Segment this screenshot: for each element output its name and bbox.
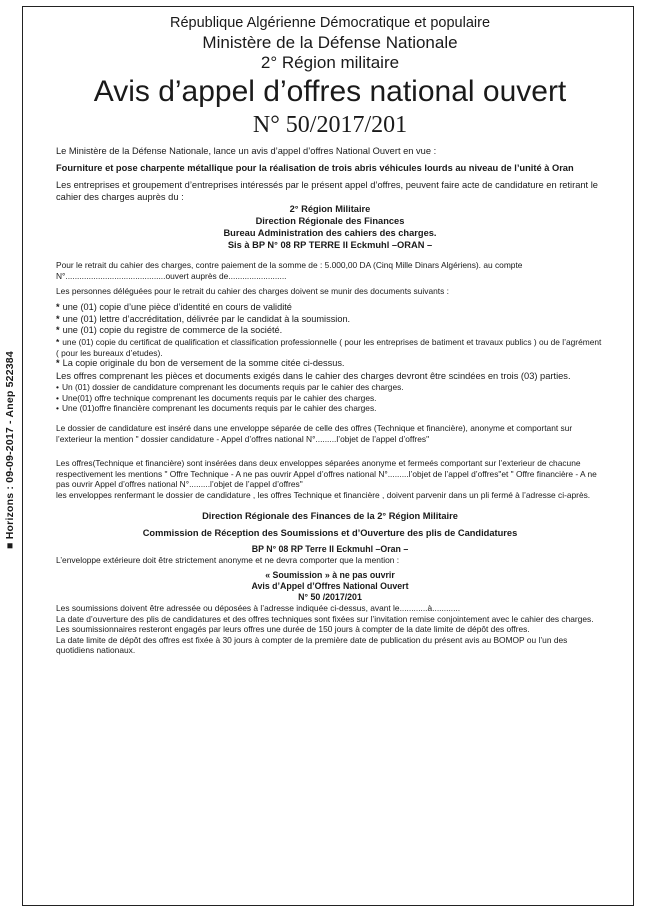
- list-item: • Un (01) dossier de candidature comprenant les documents requis par le cahier des charges.: [56, 382, 604, 393]
- address-line-2: Direction Régionale des Finances: [255, 216, 405, 226]
- intro-text: Le Ministère de la Défense Nationale, lance un avis d’appel d’offres National Ouvert en vue :: [56, 146, 437, 156]
- mention-line-2: Avis d’Appel d’Offres National Ouvert: [251, 581, 409, 592]
- candidature-envelope-text: Le dossier de candidature est inséré dans une enveloppe séparée de celle des offres (Technique et financière), anonyme et comportant sur l’exterieur la mention " dossier candidature - Appel d’offres national N°.........l’objet de l’appel d’offres": [56, 422, 573, 444]
- eligibility-text: Les entreprises et groupement d’entreprises intéressés par le présent appel d’offres, peuvent faire acte de candidature en retirant le cahier des charges auprès du :: [56, 180, 598, 202]
- list-item: * une (01) copie du certificat de qualification et classification professionnelle ( pour les entreprises de batiment et travaux publics ) ou de l’agrément ( pour les bureaux d’etudes).: [56, 337, 604, 358]
- closing-line-1: Les soumissions doivent être adressée ou déposées à l’adresse indiquée ci-dessus, avant le............à............: [56, 603, 461, 614]
- list-item: • Une (01)offre financière comprenant les documents requis par le cahier des charges.: [56, 403, 604, 414]
- address-line-1: 2° Région Militaire: [289, 204, 371, 214]
- reception-direction: Direction Régionale des Finances de la 2° Région Militaire: [202, 510, 458, 521]
- list-item: * une (01) lettre d’accréditation, délivrée par le candidat à la soumission.: [56, 314, 604, 326]
- address-line-3: Bureau Administration des cahiers des charges.: [223, 228, 437, 238]
- delivery-text: les enveloppes renfermant le dossier de candidature , les offres Technique et financière , doivent parvenir dans un pli fermé à l’adresse ci-après.: [56, 489, 591, 500]
- reception-bp: BP N° 08 RP Terre II Eckmuhl –Oran –: [251, 543, 409, 554]
- closing-line-3: Les soumissionnaires resteront engagés par leurs offres une durée de 150 jours à compter de la date limite de dépôt des offres.: [56, 624, 530, 635]
- documents-intro: Les personnes déléguées pour le retrait du cahier des charges doivent se munir des documents suivants :: [56, 286, 449, 297]
- notice-title: Avis d’appel d’offres national ouvert: [93, 75, 567, 108]
- list-item: * La copie originale du bon de versement de la somme citée ci-dessus.: [56, 358, 604, 370]
- sidebar-stamp: [0, 300, 20, 600]
- notice-content: [56, 14, 604, 656]
- address-line-4: Sis à BP N° 08 RP TERRE II Eckmuhl –ORAN –: [227, 240, 433, 250]
- region-heading: 2° Région militaire: [260, 53, 400, 72]
- mention-line-3: N° 50 /2017/201: [298, 592, 362, 603]
- offers-envelopes-text: Les offres(Technique et financière) sont insérées dans deux enveloppes séparées anonyme et fermeés comportant sur l’exterieur de chacune respectivement les mentions " Offre Technique - A ne pas ouvrir Appel d’offres national N°.........l’objet de l’appel d’offres"et " Offre financière - A ne pas ouvrir Appel d’offres national N°.........l’objet de l’appel d’offres": [56, 458, 597, 490]
- reception-commission: Commission de Réception des Soumissions et d’Ouverture des plis de Candidatures: [142, 527, 518, 538]
- offers-intro: Les offres comprenant les pièces et documents exigés dans le cahier des charges devront être scindées en trois (03) parties.: [56, 371, 571, 382]
- object-text: Fourniture et pose charpente métallique pour la réalisation de trois abris véhicules lourds au niveau de l’unité à Oran: [56, 163, 574, 173]
- closing-line-2: La date d’ouverture des plis de candidatures et des offres techniques sont fixées sur l’invitation remise conjointement avec le cahier des charges.: [56, 613, 594, 624]
- envelope-note: L’enveloppe extérieure doit être strictement anonyme et ne devra comporter que la mention :: [56, 554, 400, 565]
- notice-number: N° 50/2017/201: [252, 112, 408, 138]
- publication-stamp: ■ Horizons : 09-09-2017 - Anep 522384: [4, 351, 16, 549]
- ministry-heading: Ministère de la Défense Nationale: [202, 33, 458, 52]
- republic-heading: République Algérienne Démocratique et populaire: [169, 15, 491, 31]
- list-item: * une (01) copie du registre de commerce de la société.: [56, 325, 604, 337]
- list-item: • Une(01) offre technique comprenant les documents requis par le cahier des charges.: [56, 393, 604, 404]
- offer-parts-list: [56, 382, 604, 414]
- withdrawal-fee: Pour le retrait du cahier des charges, contre paiement de la somme de : 5.000,00 DA (Cinq Mille Dinars Algériens). au compte N°...........................................ouvert auprès de.........................: [56, 260, 523, 281]
- list-item: * une (01) copie d’une pièce d’identité en cours de validité: [56, 302, 604, 314]
- documents-list: [56, 302, 604, 370]
- mention-line-1: « Soumission » à ne pas ouvrir: [265, 570, 395, 581]
- closing-line-4: La date limite de dépôt des offres est fixée à 30 jours à compter de la première date de publication du présent avis au BOMOP ou l’un des quotidiens nationaux.: [56, 634, 568, 656]
